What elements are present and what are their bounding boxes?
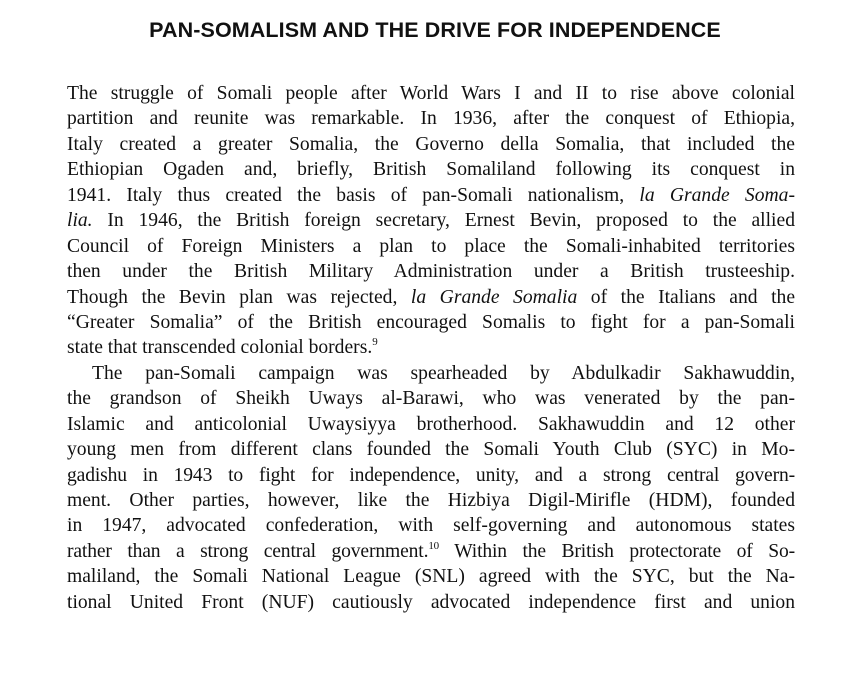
italic-term: lia. xyxy=(67,210,93,232)
text-line: the grandson of Sheikh Uways al-Barawi, who was venerated by the pan- xyxy=(67,388,795,410)
text-line: then under the British Military Administration under a British trusteeship. xyxy=(67,261,795,283)
text-run: rather than a strong central government. xyxy=(67,540,429,562)
text-line: Islamic and anticolonial Uwaysiyya brotherhood. Sakhawuddin and 12 other xyxy=(67,413,795,435)
footnote-marker: 10 xyxy=(428,539,440,552)
text-line xyxy=(67,539,795,564)
text-line: gadishu in 1943 to fight for independence, unity, and a strong central govern- xyxy=(67,464,795,486)
text-run: Within the British protectorate of So- xyxy=(439,540,795,562)
text-line xyxy=(67,285,795,310)
text-run: 1941. Italy thus created the basis of pan-Somali nationalism, xyxy=(67,184,640,206)
text-line: The pan-Somali campaign was spearheaded by Abdulkadir Sakhawuddin, xyxy=(92,362,795,384)
text-run: In 1946, the British foreign secretary, Ernest Bevin, proposed to the allied xyxy=(92,210,795,232)
footnote-marker: 9 xyxy=(372,336,378,349)
text-line: Italy created a greater Somalia, the Governo della Somalia, that included the xyxy=(67,133,795,155)
text-line xyxy=(67,208,795,233)
section-heading: PAN-SOMALISM AND THE DRIVE FOR INDEPENDENCE xyxy=(149,18,721,42)
text-line: Ethiopian Ogaden and, briefly, British Somaliland following its conquest in xyxy=(67,159,795,181)
body-text xyxy=(67,81,795,615)
text-line: in 1947, advocated confederation, with self-governing and autonomous states xyxy=(67,515,795,537)
text-run: Though the Bevin plan was rejected, xyxy=(67,286,411,308)
text-line: ment. Other parties, however, like the Hizbiya Digil-Mirifle (HDM), founded xyxy=(67,490,795,511)
paragraph-2 xyxy=(67,361,795,615)
text-line: young men from different clans founded the Somali Youth Club (SYC) in Mo- xyxy=(67,439,795,461)
text-run: state that transcended colonial borders. xyxy=(67,337,373,359)
text-line: maliland, the Somali National League (SNL) agreed with the SYC, but the Na- xyxy=(67,566,795,588)
text-line: tional United Front (NUF) cautiously advocated independence first and union xyxy=(67,591,795,613)
paragraph-1 xyxy=(67,81,795,361)
text-line: “Greater Somalia” of the British encouraged Somalis to fight for a pan-Somali xyxy=(67,311,795,333)
text-line: partition and reunite was remarkable. In 1936, after the conquest of Ethiopia, xyxy=(67,108,795,130)
italic-term: la Grande Somalia xyxy=(410,286,578,308)
italic-term: la Grande Soma- xyxy=(639,184,795,206)
text-run: of the Italians and the xyxy=(577,286,796,308)
text-line: Council of Foreign Ministers a plan to place the Somali-inhabited territories xyxy=(67,235,795,257)
text-line xyxy=(67,183,795,208)
text-line xyxy=(67,335,795,360)
text-line: The struggle of Somali people after World Wars I and II to rise above colonial xyxy=(67,83,795,104)
